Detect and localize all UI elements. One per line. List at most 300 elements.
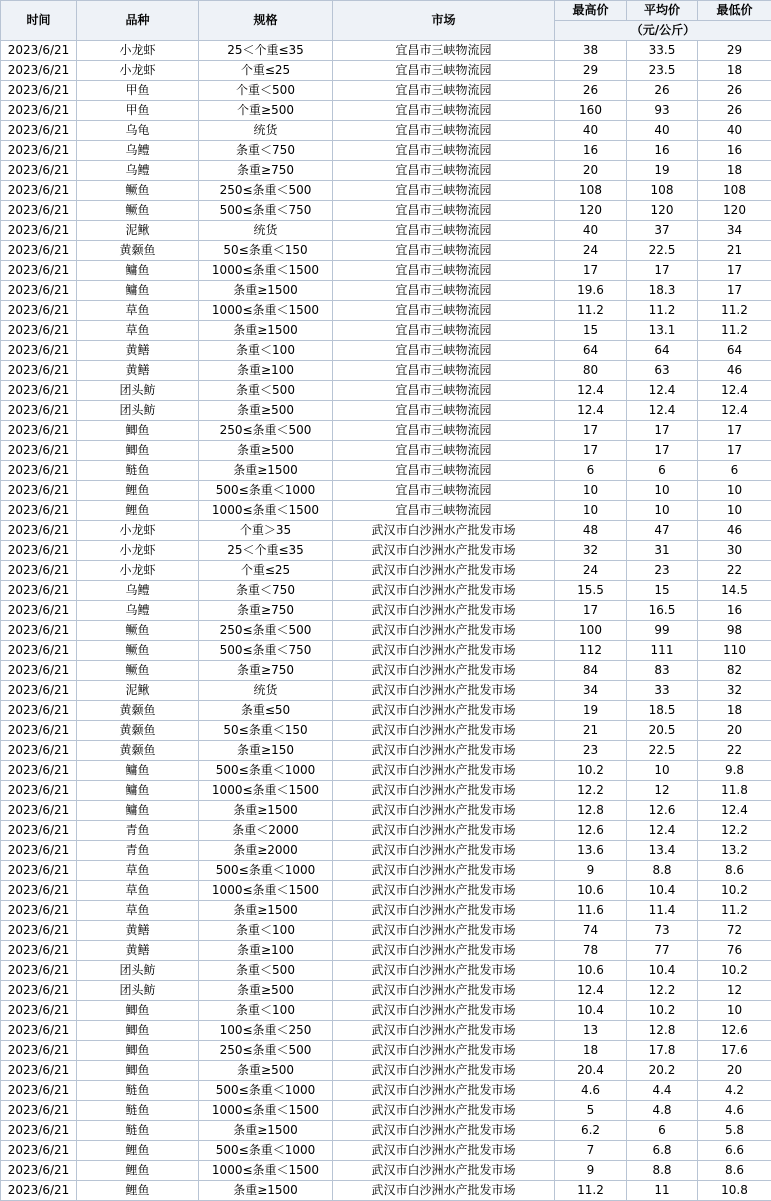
cell-min-price: 34: [698, 221, 771, 241]
table-row: [1, 461, 771, 481]
cell-min-price: 12: [698, 981, 771, 1001]
cell-kind: 鳙鱼: [77, 261, 199, 281]
cell-kind: 鳜鱼: [77, 641, 199, 661]
cell-min-price: 16: [698, 601, 771, 621]
cell-date: 2023/6/21: [1, 441, 77, 461]
table-row: [1, 881, 771, 901]
cell-date: 2023/6/21: [1, 1061, 77, 1081]
cell-date: 2023/6/21: [1, 981, 77, 1001]
table-row: [1, 841, 771, 861]
cell-min-price: 12.4: [698, 381, 771, 401]
cell-spec: 条重≥1500: [199, 281, 333, 301]
cell-avg-price: 12.2: [627, 981, 698, 1001]
cell-kind: 团头鲂: [77, 381, 199, 401]
table-row: [1, 541, 771, 561]
table-row: [1, 781, 771, 801]
cell-market: 武汉市白沙洲水产批发市场: [333, 1121, 555, 1141]
cell-spec: 统货: [199, 221, 333, 241]
cell-market: 宜昌市三峡物流园: [333, 221, 555, 241]
cell-market: 武汉市白沙洲水产批发市场: [333, 981, 555, 1001]
cell-max-price: 10.6: [555, 881, 627, 901]
cell-kind: 甲鱼: [77, 101, 199, 121]
cell-date: 2023/6/21: [1, 961, 77, 981]
cell-max-price: 11.2: [555, 1181, 627, 1201]
cell-kind: 青鱼: [77, 841, 199, 861]
table-body: [1, 41, 771, 1201]
cell-avg-price: 33.5: [627, 41, 698, 61]
cell-date: 2023/6/21: [1, 421, 77, 441]
cell-spec: 条重≥500: [199, 1061, 333, 1081]
cell-min-price: 29: [698, 41, 771, 61]
cell-min-price: 22: [698, 561, 771, 581]
cell-date: 2023/6/21: [1, 901, 77, 921]
cell-market: 宜昌市三峡物流园: [333, 241, 555, 261]
cell-date: 2023/6/21: [1, 221, 77, 241]
cell-spec: 条重≥100: [199, 941, 333, 961]
cell-avg-price: 6: [627, 461, 698, 481]
cell-avg-price: 18.5: [627, 701, 698, 721]
cell-kind: 鳙鱼: [77, 761, 199, 781]
table-row: [1, 321, 771, 341]
cell-kind: 草鱼: [77, 301, 199, 321]
cell-max-price: 16: [555, 141, 627, 161]
cell-avg-price: 8.8: [627, 861, 698, 881]
cell-kind: 鲫鱼: [77, 1061, 199, 1081]
cell-spec: 个重≥500: [199, 101, 333, 121]
cell-avg-price: 13.1: [627, 321, 698, 341]
cell-date: 2023/6/21: [1, 1121, 77, 1141]
cell-avg-price: 10: [627, 481, 698, 501]
cell-avg-price: 73: [627, 921, 698, 941]
cell-spec: 条重≥150: [199, 741, 333, 761]
cell-date: 2023/6/21: [1, 241, 77, 261]
cell-date: 2023/6/21: [1, 601, 77, 621]
cell-min-price: 6.6: [698, 1141, 771, 1161]
table-row: [1, 281, 771, 301]
cell-avg-price: 16.5: [627, 601, 698, 621]
cell-spec: 1000≤条重＜1500: [199, 261, 333, 281]
cell-avg-price: 12: [627, 781, 698, 801]
cell-max-price: 20: [555, 161, 627, 181]
cell-min-price: 8.6: [698, 861, 771, 881]
cell-spec: 条重≥1500: [199, 901, 333, 921]
cell-spec: 条重＜100: [199, 341, 333, 361]
cell-min-price: 46: [698, 361, 771, 381]
table-row: [1, 41, 771, 61]
cell-market: 宜昌市三峡物流园: [333, 461, 555, 481]
table-row: [1, 1121, 771, 1141]
cell-avg-price: 93: [627, 101, 698, 121]
cell-min-price: 12.6: [698, 1021, 771, 1041]
cell-date: 2023/6/21: [1, 141, 77, 161]
table-row: [1, 401, 771, 421]
cell-date: 2023/6/21: [1, 1081, 77, 1101]
cell-avg-price: 17: [627, 441, 698, 461]
cell-max-price: 120: [555, 201, 627, 221]
cell-date: 2023/6/21: [1, 521, 77, 541]
cell-min-price: 14.5: [698, 581, 771, 601]
cell-market: 武汉市白沙洲水产批发市场: [333, 801, 555, 821]
cell-kind: 鲤鱼: [77, 481, 199, 501]
cell-max-price: 15: [555, 321, 627, 341]
table-row: [1, 501, 771, 521]
cell-date: 2023/6/21: [1, 861, 77, 881]
cell-kind: 鳙鱼: [77, 801, 199, 821]
cell-kind: 小龙虾: [77, 41, 199, 61]
cell-kind: 鲫鱼: [77, 1001, 199, 1021]
cell-date: 2023/6/21: [1, 1041, 77, 1061]
cell-spec: 条重＜2000: [199, 821, 333, 841]
cell-market: 宜昌市三峡物流园: [333, 61, 555, 81]
cell-avg-price: 40: [627, 121, 698, 141]
cell-spec: 50≤条重＜150: [199, 721, 333, 741]
table-row: [1, 121, 771, 141]
cell-spec: 个重＜500: [199, 81, 333, 101]
cell-date: 2023/6/21: [1, 661, 77, 681]
cell-avg-price: 6.8: [627, 1141, 698, 1161]
cell-avg-price: 10: [627, 761, 698, 781]
table-row: [1, 261, 771, 281]
cell-min-price: 11.2: [698, 321, 771, 341]
cell-kind: 鲤鱼: [77, 1181, 199, 1201]
cell-market: 宜昌市三峡物流园: [333, 501, 555, 521]
cell-spec: 500≤条重＜750: [199, 641, 333, 661]
cell-max-price: 40: [555, 221, 627, 241]
cell-max-price: 7: [555, 1141, 627, 1161]
table-row: [1, 481, 771, 501]
cell-avg-price: 77: [627, 941, 698, 961]
cell-date: 2023/6/21: [1, 121, 77, 141]
table-row: [1, 241, 771, 261]
cell-kind: 鲤鱼: [77, 1161, 199, 1181]
cell-date: 2023/6/21: [1, 1141, 77, 1161]
cell-max-price: 4.6: [555, 1081, 627, 1101]
cell-max-price: 15.5: [555, 581, 627, 601]
cell-spec: 500≤条重＜1000: [199, 861, 333, 881]
cell-avg-price: 12.4: [627, 821, 698, 841]
cell-market: 宜昌市三峡物流园: [333, 261, 555, 281]
cell-min-price: 17.6: [698, 1041, 771, 1061]
cell-kind: 鲢鱼: [77, 1121, 199, 1141]
cell-avg-price: 22.5: [627, 241, 698, 261]
table-row: [1, 61, 771, 81]
table-row: [1, 681, 771, 701]
cell-min-price: 64: [698, 341, 771, 361]
cell-min-price: 20: [698, 1061, 771, 1081]
cell-min-price: 22: [698, 741, 771, 761]
cell-avg-price: 10: [627, 501, 698, 521]
cell-max-price: 112: [555, 641, 627, 661]
cell-max-price: 12.2: [555, 781, 627, 801]
cell-market: 宜昌市三峡物流园: [333, 421, 555, 441]
cell-avg-price: 20.5: [627, 721, 698, 741]
header-avg-price: 平均价: [627, 1, 698, 21]
cell-max-price: 84: [555, 661, 627, 681]
cell-min-price: 26: [698, 101, 771, 121]
cell-min-price: 8.6: [698, 1161, 771, 1181]
cell-market: 武汉市白沙洲水产批发市场: [333, 741, 555, 761]
cell-spec: 500≤条重＜1000: [199, 481, 333, 501]
cell-spec: 条重≥750: [199, 661, 333, 681]
cell-spec: 250≤条重＜500: [199, 181, 333, 201]
cell-date: 2023/6/21: [1, 161, 77, 181]
cell-market: 武汉市白沙洲水产批发市场: [333, 941, 555, 961]
cell-spec: 条重＜500: [199, 381, 333, 401]
cell-market: 武汉市白沙洲水产批发市场: [333, 1041, 555, 1061]
cell-market: 武汉市白沙洲水产批发市场: [333, 641, 555, 661]
cell-spec: 500≤条重＜1000: [199, 761, 333, 781]
cell-spec: 50≤条重＜150: [199, 241, 333, 261]
cell-min-price: 10: [698, 501, 771, 521]
cell-date: 2023/6/21: [1, 41, 77, 61]
cell-date: 2023/6/21: [1, 641, 77, 661]
cell-market: 武汉市白沙洲水产批发市场: [333, 881, 555, 901]
header-max-price: 最高价: [555, 1, 627, 21]
table-row: [1, 1181, 771, 1201]
cell-spec: 1000≤条重＜1500: [199, 301, 333, 321]
cell-date: 2023/6/21: [1, 761, 77, 781]
cell-max-price: 64: [555, 341, 627, 361]
table-row: [1, 101, 771, 121]
cell-min-price: 72: [698, 921, 771, 941]
cell-date: 2023/6/21: [1, 301, 77, 321]
cell-market: 武汉市白沙洲水产批发市场: [333, 781, 555, 801]
cell-date: 2023/6/21: [1, 61, 77, 81]
cell-avg-price: 12.4: [627, 401, 698, 421]
cell-date: 2023/6/21: [1, 361, 77, 381]
cell-market: 武汉市白沙洲水产批发市场: [333, 601, 555, 621]
cell-min-price: 26: [698, 81, 771, 101]
cell-spec: 条重＜100: [199, 921, 333, 941]
cell-kind: 小龙虾: [77, 541, 199, 561]
cell-kind: 团头鲂: [77, 401, 199, 421]
cell-spec: 500≤条重＜1000: [199, 1141, 333, 1161]
cell-kind: 鳜鱼: [77, 201, 199, 221]
cell-kind: 团头鲂: [77, 961, 199, 981]
cell-max-price: 13: [555, 1021, 627, 1041]
table-row: [1, 361, 771, 381]
cell-market: 武汉市白沙洲水产批发市场: [333, 1141, 555, 1161]
cell-avg-price: 12.6: [627, 801, 698, 821]
cell-market: 武汉市白沙洲水产批发市场: [333, 1161, 555, 1181]
cell-market: 武汉市白沙洲水产批发市场: [333, 821, 555, 841]
cell-spec: 100≤条重＜250: [199, 1021, 333, 1041]
cell-avg-price: 33: [627, 681, 698, 701]
cell-spec: 250≤条重＜500: [199, 1041, 333, 1061]
table-row: [1, 901, 771, 921]
cell-spec: 250≤条重＜500: [199, 621, 333, 641]
cell-spec: 条重≥1500: [199, 1181, 333, 1201]
cell-avg-price: 17: [627, 421, 698, 441]
cell-max-price: 13.6: [555, 841, 627, 861]
cell-avg-price: 63: [627, 361, 698, 381]
cell-market: 武汉市白沙洲水产批发市场: [333, 961, 555, 981]
table-row: [1, 161, 771, 181]
cell-market: 宜昌市三峡物流园: [333, 321, 555, 341]
cell-date: 2023/6/21: [1, 1101, 77, 1121]
cell-avg-price: 23.5: [627, 61, 698, 81]
cell-kind: 鳙鱼: [77, 781, 199, 801]
cell-max-price: 20.4: [555, 1061, 627, 1081]
cell-kind: 小龙虾: [77, 61, 199, 81]
cell-market: 宜昌市三峡物流园: [333, 81, 555, 101]
cell-max-price: 10.2: [555, 761, 627, 781]
cell-min-price: 17: [698, 281, 771, 301]
cell-min-price: 16: [698, 141, 771, 161]
cell-market: 武汉市白沙洲水产批发市场: [333, 1101, 555, 1121]
cell-market: 宜昌市三峡物流园: [333, 381, 555, 401]
cell-avg-price: 111: [627, 641, 698, 661]
cell-kind: 鲫鱼: [77, 1041, 199, 1061]
table-row: [1, 441, 771, 461]
cell-kind: 草鱼: [77, 321, 199, 341]
cell-spec: 条重≥1500: [199, 1121, 333, 1141]
cell-min-price: 108: [698, 181, 771, 201]
cell-market: 宜昌市三峡物流园: [333, 161, 555, 181]
cell-market: 宜昌市三峡物流园: [333, 101, 555, 121]
cell-max-price: 80: [555, 361, 627, 381]
table-row: [1, 1041, 771, 1061]
cell-kind: 鳜鱼: [77, 181, 199, 201]
cell-max-price: 17: [555, 261, 627, 281]
cell-date: 2023/6/21: [1, 1001, 77, 1021]
cell-kind: 鲢鱼: [77, 461, 199, 481]
cell-kind: 黄鳝: [77, 361, 199, 381]
table-row: [1, 701, 771, 721]
cell-market: 宜昌市三峡物流园: [333, 301, 555, 321]
table-row: [1, 981, 771, 1001]
cell-date: 2023/6/21: [1, 581, 77, 601]
cell-max-price: 10: [555, 481, 627, 501]
table-row: [1, 741, 771, 761]
cell-min-price: 76: [698, 941, 771, 961]
cell-max-price: 26: [555, 81, 627, 101]
cell-date: 2023/6/21: [1, 481, 77, 501]
cell-spec: 统货: [199, 121, 333, 141]
cell-max-price: 12.4: [555, 401, 627, 421]
cell-market: 武汉市白沙洲水产批发市场: [333, 561, 555, 581]
cell-spec: 个重＞35: [199, 521, 333, 541]
cell-kind: 小龙虾: [77, 521, 199, 541]
cell-min-price: 18: [698, 61, 771, 81]
cell-max-price: 10.6: [555, 961, 627, 981]
cell-avg-price: 18.3: [627, 281, 698, 301]
cell-max-price: 12.4: [555, 981, 627, 1001]
cell-max-price: 23: [555, 741, 627, 761]
cell-kind: 草鱼: [77, 901, 199, 921]
cell-avg-price: 19: [627, 161, 698, 181]
header-time: 时间: [1, 1, 77, 41]
cell-max-price: 21: [555, 721, 627, 741]
cell-date: 2023/6/21: [1, 801, 77, 821]
cell-max-price: 108: [555, 181, 627, 201]
cell-market: 宜昌市三峡物流园: [333, 121, 555, 141]
cell-min-price: 21: [698, 241, 771, 261]
cell-min-price: 10: [698, 481, 771, 501]
cell-spec: 条重≥100: [199, 361, 333, 381]
cell-min-price: 30: [698, 541, 771, 561]
cell-spec: 250≤条重＜500: [199, 421, 333, 441]
cell-date: 2023/6/21: [1, 401, 77, 421]
cell-kind: 鲫鱼: [77, 441, 199, 461]
cell-date: 2023/6/21: [1, 321, 77, 341]
cell-avg-price: 83: [627, 661, 698, 681]
cell-spec: 500≤条重＜750: [199, 201, 333, 221]
table-row: [1, 81, 771, 101]
cell-max-price: 24: [555, 561, 627, 581]
cell-min-price: 4.6: [698, 1101, 771, 1121]
cell-min-price: 10: [698, 1001, 771, 1021]
cell-date: 2023/6/21: [1, 621, 77, 641]
table-row: [1, 821, 771, 841]
cell-max-price: 6.2: [555, 1121, 627, 1141]
cell-kind: 草鱼: [77, 861, 199, 881]
cell-market: 宜昌市三峡物流园: [333, 361, 555, 381]
cell-spec: 25＜个重≤35: [199, 41, 333, 61]
cell-avg-price: 11: [627, 1181, 698, 1201]
table-row: [1, 601, 771, 621]
cell-min-price: 11.2: [698, 301, 771, 321]
cell-avg-price: 17.8: [627, 1041, 698, 1061]
cell-avg-price: 10.2: [627, 1001, 698, 1021]
cell-date: 2023/6/21: [1, 1161, 77, 1181]
cell-kind: 黄颡鱼: [77, 701, 199, 721]
cell-market: 武汉市白沙洲水产批发市场: [333, 1181, 555, 1201]
table-row: [1, 1141, 771, 1161]
cell-date: 2023/6/21: [1, 561, 77, 581]
cell-spec: 条重≥1500: [199, 801, 333, 821]
table-row: [1, 721, 771, 741]
table-row: [1, 761, 771, 781]
table-row: [1, 221, 771, 241]
cell-min-price: 6: [698, 461, 771, 481]
cell-market: 武汉市白沙洲水产批发市场: [333, 581, 555, 601]
cell-spec: 个重≤25: [199, 561, 333, 581]
cell-min-price: 120: [698, 201, 771, 221]
cell-date: 2023/6/21: [1, 81, 77, 101]
cell-max-price: 19: [555, 701, 627, 721]
cell-avg-price: 12.8: [627, 1021, 698, 1041]
cell-spec: 条重≥2000: [199, 841, 333, 861]
cell-max-price: 9: [555, 861, 627, 881]
cell-max-price: 100: [555, 621, 627, 641]
cell-min-price: 13.2: [698, 841, 771, 861]
cell-min-price: 10.2: [698, 961, 771, 981]
cell-avg-price: 26: [627, 81, 698, 101]
cell-avg-price: 64: [627, 341, 698, 361]
cell-min-price: 98: [698, 621, 771, 641]
cell-kind: 团头鲂: [77, 981, 199, 1001]
cell-min-price: 12.4: [698, 801, 771, 821]
cell-spec: 500≤条重＜1000: [199, 1081, 333, 1101]
cell-market: 宜昌市三峡物流园: [333, 341, 555, 361]
cell-kind: 黄鳝: [77, 341, 199, 361]
cell-spec: 条重≥500: [199, 441, 333, 461]
cell-avg-price: 10.4: [627, 881, 698, 901]
cell-max-price: 5: [555, 1101, 627, 1121]
cell-avg-price: 47: [627, 521, 698, 541]
cell-avg-price: 16: [627, 141, 698, 161]
cell-avg-price: 37: [627, 221, 698, 241]
cell-kind: 鳜鱼: [77, 661, 199, 681]
cell-min-price: 17: [698, 421, 771, 441]
cell-avg-price: 15: [627, 581, 698, 601]
cell-avg-price: 11.2: [627, 301, 698, 321]
cell-min-price: 10.8: [698, 1181, 771, 1201]
cell-market: 武汉市白沙洲水产批发市场: [333, 1001, 555, 1021]
table-row: [1, 1061, 771, 1081]
cell-avg-price: 20.2: [627, 1061, 698, 1081]
